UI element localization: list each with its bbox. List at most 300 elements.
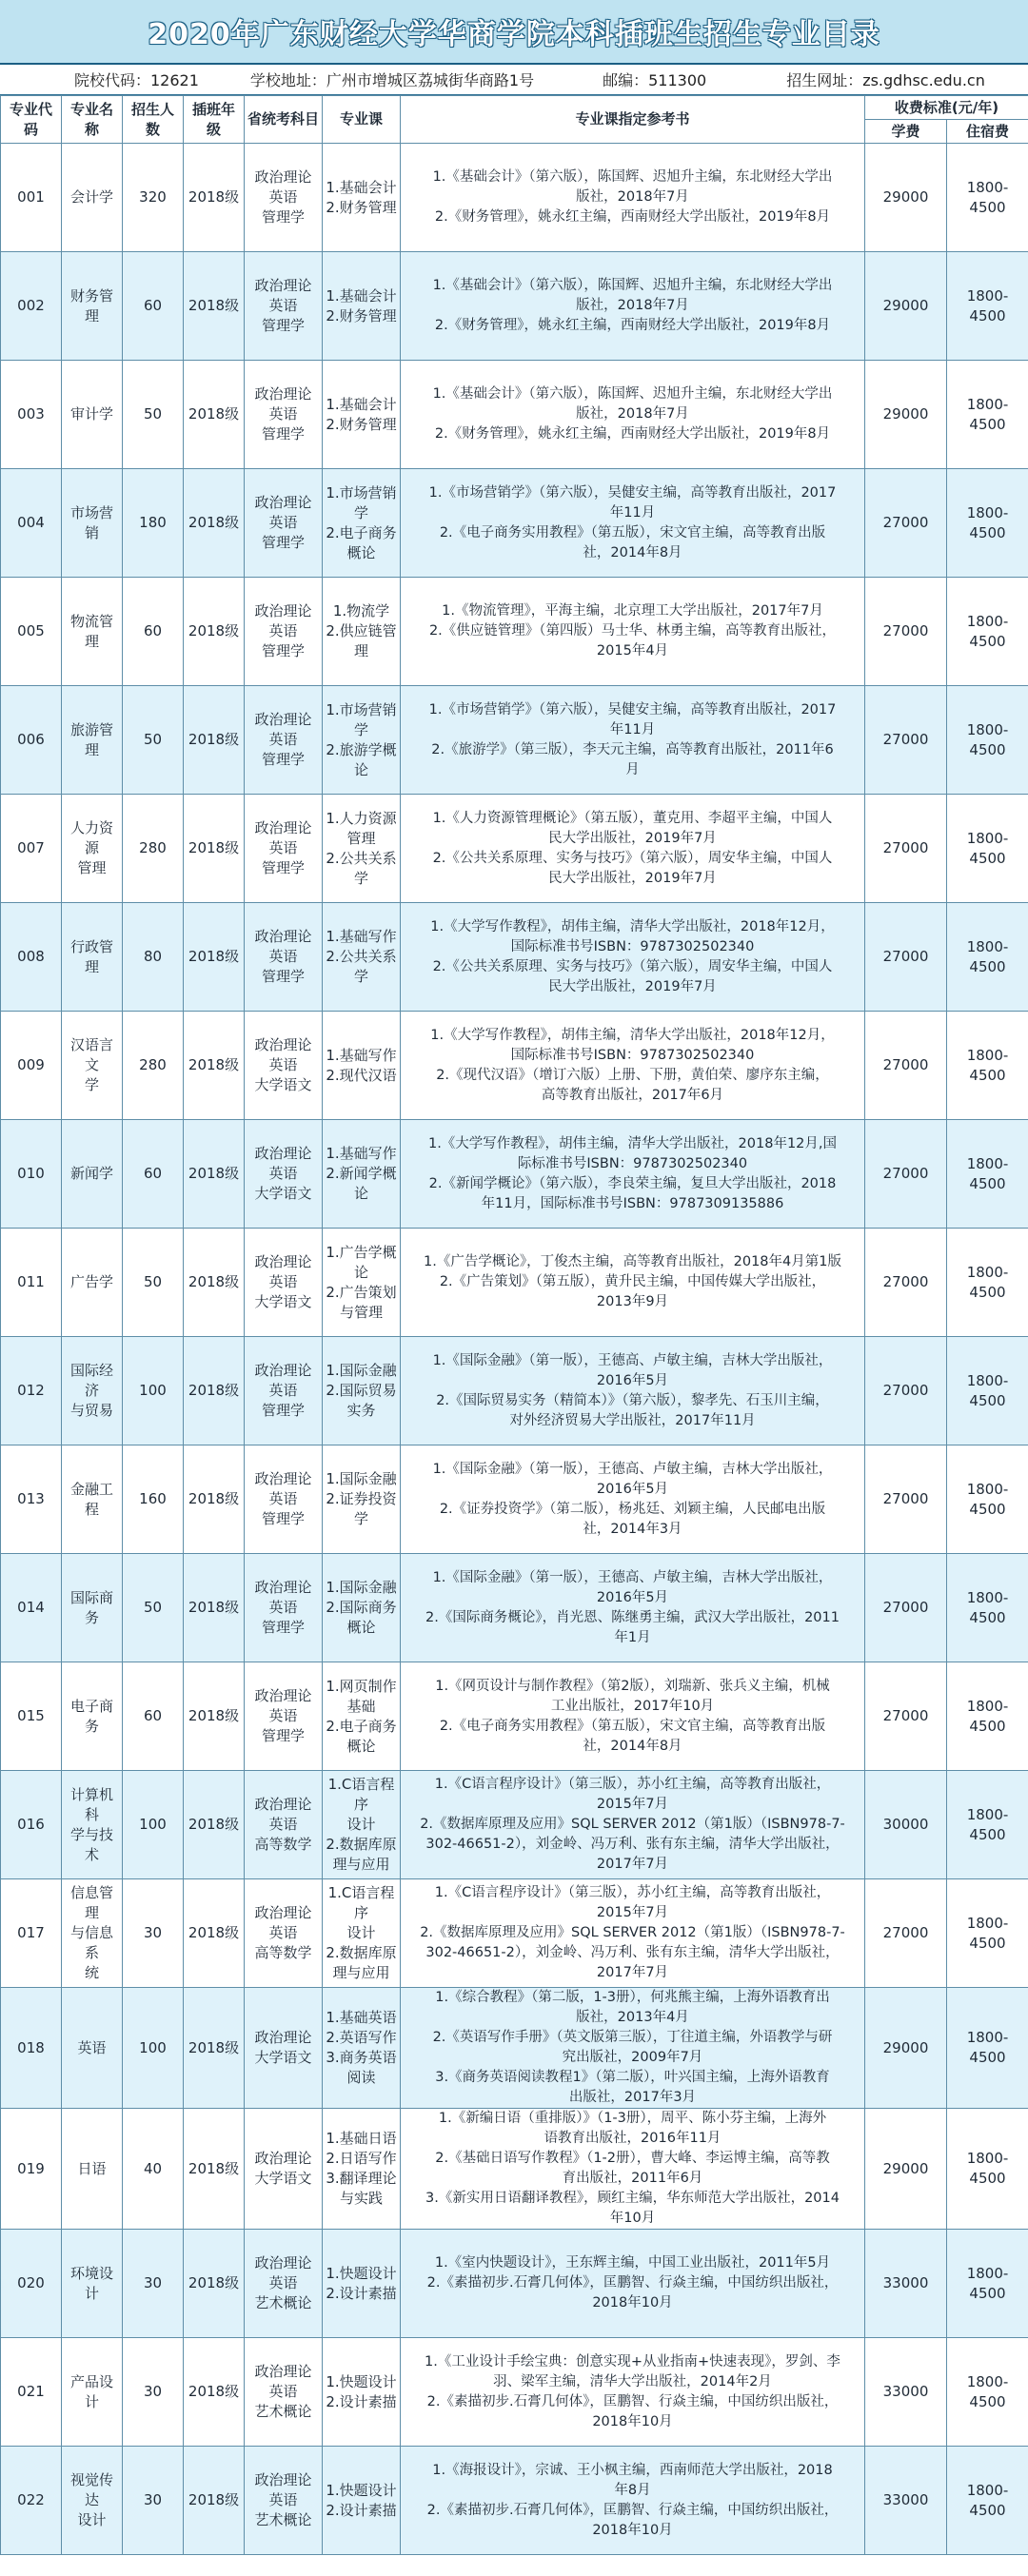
cell-line: 论 bbox=[353, 1263, 368, 1281]
cell-line: 1.C语言程序 bbox=[327, 1776, 395, 1813]
cell-line: 英语 bbox=[268, 514, 298, 531]
cell-line: 年1月 bbox=[614, 1629, 651, 1645]
cell-line: 1800- bbox=[966, 937, 1009, 955]
lodging-fee bbox=[947, 361, 1028, 469]
cell-line: 月 bbox=[625, 761, 640, 777]
enrollment-quota: 30 bbox=[123, 2230, 184, 2338]
transfer-grade: 2018级 bbox=[184, 1879, 245, 1988]
cell-line: 4500 bbox=[969, 2501, 1006, 2519]
provincial-exam-subjects bbox=[245, 1662, 323, 1771]
cell-line: 英语 bbox=[268, 2383, 298, 2400]
cell-line: 2018年10月 bbox=[592, 2413, 673, 2429]
cell-line: 2015年4月 bbox=[596, 643, 669, 659]
major-courses bbox=[323, 1120, 401, 1229]
cell-line: 英语 bbox=[268, 1273, 298, 1290]
table-row bbox=[1, 2338, 1028, 2447]
provincial-exam-subjects bbox=[245, 903, 323, 1012]
major-code: 001 bbox=[1, 144, 62, 252]
cell-line: 工业出版社，2017年10月 bbox=[550, 1698, 715, 1714]
cell-line: 4500 bbox=[969, 2284, 1006, 2302]
major-name bbox=[62, 686, 123, 795]
major-name bbox=[62, 1988, 123, 2109]
provincial-exam-subjects bbox=[245, 1771, 323, 1879]
cell-line: 英语 bbox=[268, 2274, 298, 2291]
cell-line: 究出版社，2009年7月 bbox=[562, 2050, 703, 2065]
cell-line: 2.《电子商务实用教程》（第五版），宋文官主编，高等教育出版 bbox=[439, 524, 826, 541]
cell-line: 1800- bbox=[966, 2372, 1009, 2390]
major-name bbox=[62, 1879, 123, 1988]
cell-line: 管理学 bbox=[261, 1727, 305, 1744]
cell-line: 政治理论 bbox=[254, 168, 312, 186]
cell-line: 2.《基础日语写作教程》（1-2册），曹大峰、李运博主编，高等教 bbox=[435, 2151, 830, 2166]
table-row bbox=[1, 1229, 1028, 1337]
cell-line: 2018年10月 bbox=[592, 2522, 673, 2538]
cell-line: 年11月 bbox=[609, 504, 656, 521]
cell-line: 2.公共关系 bbox=[326, 948, 397, 965]
cell-line: 1800- bbox=[966, 286, 1009, 305]
cell-line: 4500 bbox=[969, 1174, 1006, 1192]
transfer-grade: 2018级 bbox=[184, 1337, 245, 1445]
major-courses bbox=[323, 144, 401, 252]
cell-line: 4500 bbox=[969, 2392, 1006, 2410]
lodging-fee bbox=[947, 252, 1028, 361]
cell-line: 审计学 bbox=[69, 405, 113, 423]
table-row bbox=[1, 903, 1028, 1012]
cell-line: 出版社，2017年3月 bbox=[568, 2090, 697, 2105]
cell-line: 2.设计素描 bbox=[326, 2284, 397, 2302]
cell-line: 英语 bbox=[77, 2038, 107, 2056]
transfer-grade: 2018级 bbox=[184, 1445, 245, 1554]
cell-line: 艺术概论 bbox=[254, 2403, 312, 2420]
tuition-fee: 33000 bbox=[865, 2230, 947, 2338]
lodging-fee bbox=[947, 903, 1028, 1012]
cell-line: 3.商务英语 bbox=[326, 2049, 397, 2066]
major-code: 015 bbox=[1, 1662, 62, 1771]
cell-line: 与贸易 bbox=[69, 1402, 113, 1419]
cell-line: 政治理论 bbox=[254, 2254, 312, 2271]
provincial-exam-subjects bbox=[245, 1879, 323, 1988]
major-courses bbox=[323, 469, 401, 578]
cell-line: 政治理论 bbox=[254, 385, 312, 403]
reference-books bbox=[401, 2338, 865, 2447]
cell-line: 实务 bbox=[346, 1402, 376, 1419]
reference-books bbox=[401, 2230, 865, 2338]
enrollment-quota: 60 bbox=[123, 1120, 184, 1229]
lodging-fee bbox=[947, 686, 1028, 795]
cell-line: 2.数据库原 bbox=[326, 1944, 397, 1961]
tuition-fee: 33000 bbox=[865, 2447, 947, 2555]
major-code: 005 bbox=[1, 578, 62, 686]
major-name bbox=[62, 144, 123, 252]
cell-line: 政治理论 bbox=[254, 1579, 312, 1596]
lodging-fee bbox=[947, 469, 1028, 578]
table-body bbox=[1, 144, 1028, 2555]
provincial-exam-subjects bbox=[245, 1988, 323, 2109]
major-name bbox=[62, 903, 123, 1012]
cell-line: 4500 bbox=[969, 415, 1006, 433]
cell-line: 1.基础英语 bbox=[326, 2009, 397, 2026]
lodging-fee bbox=[947, 1337, 1028, 1445]
cell-line: 高等数学 bbox=[254, 1836, 312, 1853]
major-courses bbox=[323, 1554, 401, 1662]
major-courses bbox=[323, 252, 401, 361]
reference-books bbox=[401, 361, 865, 469]
cell-line: 产品设计 bbox=[69, 2372, 113, 2410]
tuition-fee: 27000 bbox=[865, 578, 947, 686]
reference-books bbox=[401, 903, 865, 1012]
cell-line: 2.《公共关系原理、实务与技巧》（第六版），周安华主编，中国人 bbox=[432, 958, 833, 974]
enrollment-quota: 280 bbox=[123, 1012, 184, 1120]
cell-line: 2.《财务管理》，姚永红主编，西南财经大学出版社，2019年8月 bbox=[434, 426, 831, 442]
header-reference-books: 专业课指定参考书 bbox=[401, 96, 865, 144]
major-code: 003 bbox=[1, 361, 62, 469]
enrollment-quota: 280 bbox=[123, 795, 184, 903]
cell-line: 1.《市场营销学》（第六版），吴健安主编，高等教育出版社，2017 bbox=[428, 701, 837, 718]
cell-line: 2.财务管理 bbox=[326, 198, 397, 216]
cell-line: 概论 bbox=[346, 1737, 376, 1755]
table-row bbox=[1, 795, 1028, 903]
cell-line: 会计学 bbox=[69, 188, 113, 206]
major-courses bbox=[323, 1988, 401, 2109]
header-code: 专业代码 bbox=[1, 96, 62, 144]
cell-line: 2.《公共关系原理、实务与技巧》（第六版），周安华主编，中国人 bbox=[432, 850, 833, 866]
cell-line: 1.《大学写作教程》，胡伟主编，清华大学出版社，2018年12月， bbox=[430, 1027, 835, 1043]
cell-line: 管理学 bbox=[261, 751, 305, 768]
cell-line: 英语 bbox=[268, 2491, 298, 2508]
cell-line: 2.《财务管理》，姚永红主编，西南财经大学出版社，2019年8月 bbox=[434, 209, 831, 225]
enrollment-quota: 80 bbox=[123, 903, 184, 1012]
cell-line: 1800- bbox=[966, 1480, 1009, 1498]
enrollment-quota: 60 bbox=[123, 578, 184, 686]
header-grade: 插班年级 bbox=[184, 96, 245, 144]
cell-line: 与实践 bbox=[339, 2190, 383, 2207]
cell-line: 2.国际商务 bbox=[326, 1599, 397, 1616]
cell-line: 英语 bbox=[268, 731, 298, 748]
reference-books bbox=[401, 2109, 865, 2230]
cell-line: 1.广告学概 bbox=[326, 1243, 397, 1261]
cell-line: 学 bbox=[84, 1076, 99, 1093]
provincial-exam-subjects bbox=[245, 1120, 323, 1229]
provincial-exam-subjects bbox=[245, 2338, 323, 2447]
cell-line: 社，2014年8月 bbox=[583, 544, 682, 560]
cell-line: 1.基础会计 bbox=[326, 395, 397, 413]
major-code: 013 bbox=[1, 1445, 62, 1554]
cell-line: 4500 bbox=[969, 1500, 1006, 1518]
cell-line: 英语 bbox=[268, 948, 298, 965]
cell-line: 1800- bbox=[966, 1697, 1009, 1715]
transfer-grade: 2018级 bbox=[184, 2338, 245, 2447]
cell-line: 2.《电子商务实用教程》（第五版），宋文官主编，高等教育出版 bbox=[439, 1718, 826, 1734]
cell-line: 英语 bbox=[268, 297, 298, 314]
cell-line: 民大学出版社，2019年7月 bbox=[548, 830, 717, 846]
header-name: 专业名称 bbox=[62, 96, 123, 144]
cell-line: 1.《大学写作教程》，胡伟主编，清华大学出版社，2018年12月,国 bbox=[427, 1135, 838, 1151]
table-row bbox=[1, 2447, 1028, 2555]
cell-line: 1.《物流管理》，平海主编，北京理工大学出版社，2017年7月 bbox=[442, 603, 823, 619]
transfer-grade: 2018级 bbox=[184, 903, 245, 1012]
cell-line: 旅游管理 bbox=[69, 720, 113, 758]
table-row bbox=[1, 252, 1028, 361]
cell-line: 社，2014年8月 bbox=[583, 1738, 682, 1754]
major-name bbox=[62, 578, 123, 686]
cell-line: 2.广告策划 bbox=[326, 1283, 397, 1301]
cell-line: 政治理论 bbox=[254, 1470, 312, 1487]
lodging-fee bbox=[947, 1445, 1028, 1554]
cell-line: 2.《国际商务概论》，肖光恩、陈继勇主编，武汉大学出版社，2011 bbox=[425, 1609, 840, 1625]
cell-line: 英语 bbox=[268, 1816, 298, 1833]
table-row bbox=[1, 469, 1028, 578]
cell-line: 2.公共关系 bbox=[326, 849, 397, 867]
reference-books bbox=[401, 1445, 865, 1554]
major-code: 016 bbox=[1, 1771, 62, 1879]
tuition-fee: 27000 bbox=[865, 686, 947, 795]
reference-books bbox=[401, 1554, 865, 1662]
cell-line: 2016年5月 bbox=[596, 1589, 669, 1605]
major-name bbox=[62, 2109, 123, 2230]
major-name bbox=[62, 1662, 123, 1771]
major-courses bbox=[323, 1771, 401, 1879]
cell-line: 政治理论 bbox=[254, 494, 312, 511]
transfer-grade: 2018级 bbox=[184, 1554, 245, 1662]
cell-line: 2016年5月 bbox=[596, 1372, 669, 1388]
cell-line: 管理学 bbox=[261, 1510, 305, 1527]
school-info-bar bbox=[0, 65, 1028, 95]
cell-line: 政治理论 bbox=[254, 819, 312, 836]
cell-line: 302-46651-2），刘金岭、冯万利、张有东主编，清华大学出版社， bbox=[425, 1945, 840, 1960]
major-courses bbox=[323, 1229, 401, 1337]
cell-line: 1800- bbox=[966, 1263, 1009, 1281]
transfer-grade: 2018级 bbox=[184, 1012, 245, 1120]
cell-line: 4500 bbox=[969, 2170, 1006, 2187]
lodging-fee bbox=[947, 1879, 1028, 1988]
cell-line: 3.《新实用日语翻译教程》，顾红主编，华东师范大学出版社，2014 bbox=[425, 2191, 840, 2206]
cell-line: 大学语文 bbox=[254, 1293, 312, 1310]
cell-line: 1.《国际金融》（第一版），王德高、卢敏主编，吉林大学出版社， bbox=[432, 1569, 833, 1585]
cell-line: 学与技术 bbox=[69, 1825, 113, 1863]
tuition-fee: 29000 bbox=[865, 144, 947, 252]
cell-line: 金融工程 bbox=[69, 1480, 113, 1518]
cell-line: 设计 bbox=[346, 1816, 376, 1833]
transfer-grade: 2018级 bbox=[184, 144, 245, 252]
major-code: 022 bbox=[1, 2447, 62, 2555]
enrollment-quota: 180 bbox=[123, 469, 184, 578]
cell-line: 版社，2018年7月 bbox=[576, 406, 689, 422]
cell-line: 政治理论 bbox=[254, 1253, 312, 1270]
major-code: 009 bbox=[1, 1012, 62, 1120]
cell-line: 1.基础会计 bbox=[326, 178, 397, 196]
cell-line: 4500 bbox=[969, 849, 1006, 867]
reference-books bbox=[401, 795, 865, 903]
page-title: 2020年广东财经大学华商学院本科插班生招生专业目录 bbox=[0, 0, 1028, 65]
cell-line: 国际标准书号ISBN：9787302502340 bbox=[510, 938, 755, 954]
enrollment-quota: 320 bbox=[123, 144, 184, 252]
provincial-exam-subjects bbox=[245, 1229, 323, 1337]
cell-line: 1800- bbox=[966, 2029, 1009, 2046]
cell-line: 1800- bbox=[966, 2150, 1009, 2167]
major-courses bbox=[323, 2447, 401, 2555]
tuition-fee: 27000 bbox=[865, 1337, 947, 1445]
reference-books bbox=[401, 144, 865, 252]
cell-line: 2016年5月 bbox=[596, 1481, 669, 1497]
transfer-grade: 2018级 bbox=[184, 795, 245, 903]
cell-line: 1.《大学写作教程》，胡伟主编，清华大学出版社，2018年12月， bbox=[430, 918, 835, 934]
reference-books bbox=[401, 1337, 865, 1445]
postcode: 邮编：511300 bbox=[603, 71, 707, 89]
cell-line: 际标准书号ISBN：9787302502340 bbox=[517, 1155, 748, 1171]
enrollment-quota: 60 bbox=[123, 1662, 184, 1771]
cell-line: 英语 bbox=[268, 622, 298, 639]
lodging-fee bbox=[947, 795, 1028, 903]
enrollment-quota: 100 bbox=[123, 1988, 184, 2109]
cell-line: 4500 bbox=[969, 306, 1006, 324]
table-row bbox=[1, 2230, 1028, 2338]
cell-line: 1.基础写作 bbox=[326, 1046, 397, 1064]
reference-books bbox=[401, 578, 865, 686]
cell-line: 1.C语言程序 bbox=[327, 1884, 395, 1921]
enrollment-quota: 160 bbox=[123, 1445, 184, 1554]
cell-line: 1.《人力资源管理概论》（第五版），董克用、李超平主编，中国人 bbox=[432, 810, 833, 826]
major-code: 007 bbox=[1, 795, 62, 903]
cell-line: 2.电子商务 bbox=[326, 523, 397, 541]
provincial-exam-subjects bbox=[245, 795, 323, 903]
cell-line: 英语 bbox=[268, 405, 298, 423]
enrollment-quota: 50 bbox=[123, 361, 184, 469]
cell-line: 政治理论 bbox=[254, 1904, 312, 1921]
cell-line: 财务管理 bbox=[69, 286, 113, 324]
cell-line: 英语 bbox=[268, 1490, 298, 1507]
major-name bbox=[62, 469, 123, 578]
cell-line: 政治理论 bbox=[254, 1687, 312, 1704]
cell-line: 1.物流学 bbox=[332, 602, 390, 619]
school-code: 院校代码：12621 bbox=[74, 71, 199, 89]
cell-line: 2.财务管理 bbox=[326, 306, 397, 324]
tuition-fee: 27000 bbox=[865, 1554, 947, 1662]
major-name bbox=[62, 1012, 123, 1120]
cell-line: 1.《新编日语（重排版）》（1-3册），周平、陈小芬主编，上海外 bbox=[438, 2111, 827, 2126]
lodging-fee bbox=[947, 1554, 1028, 1662]
cell-line: 英语 bbox=[268, 1165, 298, 1182]
provincial-exam-subjects bbox=[245, 469, 323, 578]
lodging-fee bbox=[947, 1662, 1028, 1771]
major-code: 011 bbox=[1, 1229, 62, 1337]
cell-line: 理 bbox=[353, 642, 368, 659]
cell-line: 3.《商务英语阅读教程1》（第二版），叶兴国主编，上海外语教育 bbox=[435, 2070, 830, 2085]
cell-line: 基础 bbox=[346, 1697, 376, 1715]
table-row bbox=[1, 1012, 1028, 1120]
cell-line: 管理学 bbox=[261, 317, 305, 334]
cell-line: 1.快题设计 bbox=[326, 2481, 397, 2499]
header-fee-group: 收费标准(元/年) bbox=[865, 96, 1028, 120]
cell-line: 2.设计素描 bbox=[326, 2392, 397, 2410]
reference-books bbox=[401, 469, 865, 578]
transfer-grade: 2018级 bbox=[184, 1662, 245, 1771]
lodging-fee bbox=[947, 144, 1028, 252]
reference-books bbox=[401, 1771, 865, 1879]
cell-line: 4500 bbox=[969, 198, 1006, 216]
tuition-fee: 27000 bbox=[865, 1662, 947, 1771]
majors-table bbox=[0, 95, 1028, 2555]
cell-line: 1.基础写作 bbox=[326, 1145, 397, 1162]
cell-line: 管理学 bbox=[261, 208, 305, 226]
cell-line: 论 bbox=[353, 760, 368, 778]
cell-line: 管理学 bbox=[261, 534, 305, 551]
cell-line: 1.《市场营销学》（第六版），吴健安主编，高等教育出版社，2017 bbox=[428, 484, 837, 501]
cell-line: 1.《工业设计手绘宝典：创意实现+从业指南+快速表现》，罗剑、李 bbox=[425, 2353, 840, 2370]
table-row bbox=[1, 1445, 1028, 1554]
cell-line: 1.《C语言程序设计》（第三版），苏小红主编，高等教育出版社， bbox=[434, 1777, 831, 1792]
enrollment-quota: 40 bbox=[123, 2109, 184, 2230]
major-name bbox=[62, 1554, 123, 1662]
major-courses bbox=[323, 795, 401, 903]
header-tuition: 学费 bbox=[865, 120, 947, 144]
cell-line: 英语 bbox=[268, 1382, 298, 1399]
cell-line: 1.《网页设计与制作教程》（第2版），刘瑞新、张兵义主编，机械 bbox=[435, 1678, 830, 1694]
transfer-grade: 2018级 bbox=[184, 1771, 245, 1879]
cell-line: 与管理 bbox=[339, 1303, 383, 1321]
lodging-fee bbox=[947, 2230, 1028, 2338]
major-name bbox=[62, 1445, 123, 1554]
cell-line: 政治理论 bbox=[254, 2029, 312, 2046]
cell-line: 国际标准书号ISBN：9787302502340 bbox=[510, 1047, 755, 1063]
cell-line: 年11月，国际标准书号ISBN：9787309135886 bbox=[481, 1195, 784, 1211]
cell-line: 2.英语写作 bbox=[326, 2029, 397, 2046]
lodging-fee bbox=[947, 2109, 1028, 2230]
cell-line: 1.基础日语 bbox=[326, 2130, 397, 2147]
provincial-exam-subjects bbox=[245, 2447, 323, 2555]
table-row bbox=[1, 1988, 1028, 2109]
cell-line: 4500 bbox=[969, 1608, 1006, 1626]
cell-line: 育出版社，2011年6月 bbox=[562, 2171, 703, 2186]
cell-line: 4500 bbox=[969, 1717, 1006, 1735]
cell-line: 艺术概论 bbox=[254, 2511, 312, 2528]
cell-line: 英语 bbox=[268, 1056, 298, 1073]
cell-line: 高等数学 bbox=[254, 1944, 312, 1961]
cell-line: 市场营销 bbox=[69, 503, 113, 541]
tuition-fee: 27000 bbox=[865, 795, 947, 903]
reference-books bbox=[401, 252, 865, 361]
cell-line: 2.《数据库原理及应用》SQL SERVER 2012（第1版）（ISBN978-7- bbox=[420, 1817, 845, 1832]
transfer-grade: 2018级 bbox=[184, 469, 245, 578]
cell-line: 1.《广告学概论》，丁俊杰主编，高等教育出版社，2018年4月第1版 bbox=[424, 1254, 841, 1269]
cell-line: 1.人力资源 bbox=[326, 809, 397, 827]
major-courses bbox=[323, 1662, 401, 1771]
cell-line: 管理学 bbox=[261, 1619, 305, 1636]
cell-line: 3.翻译理论 bbox=[326, 2170, 397, 2187]
cell-line: 2.旅游学概 bbox=[326, 740, 397, 758]
cell-line: 学 bbox=[353, 1510, 368, 1527]
cell-line: 大学语文 bbox=[254, 2049, 312, 2066]
transfer-grade: 2018级 bbox=[184, 2109, 245, 2230]
tuition-fee: 27000 bbox=[865, 1229, 947, 1337]
cell-line: 1.《综合教程》（第二版，1-3册），何兆熊主编，上海外语教育出 bbox=[435, 1990, 830, 2005]
tuition-fee: 27000 bbox=[865, 1012, 947, 1120]
provincial-exam-subjects bbox=[245, 1554, 323, 1662]
cell-line: 英语 bbox=[268, 1707, 298, 1724]
table-row bbox=[1, 144, 1028, 252]
cell-line: 4500 bbox=[969, 1825, 1006, 1843]
major-courses bbox=[323, 2230, 401, 2338]
cell-line: 管理学 bbox=[261, 1402, 305, 1419]
cell-line: 汉语言文 bbox=[69, 1036, 113, 1073]
cell-line: 政治理论 bbox=[254, 711, 312, 728]
cell-line: 管理 bbox=[346, 829, 376, 847]
major-courses bbox=[323, 903, 401, 1012]
tuition-fee: 29000 bbox=[865, 361, 947, 469]
cell-line: 2.供应链管 bbox=[326, 622, 397, 639]
cell-line: 与信息系 bbox=[69, 1924, 113, 1961]
cell-line: 1.《国际金融》（第一版），王德高、卢敏主编，吉林大学出版社， bbox=[432, 1461, 833, 1477]
cell-line: 概论 bbox=[346, 543, 376, 561]
